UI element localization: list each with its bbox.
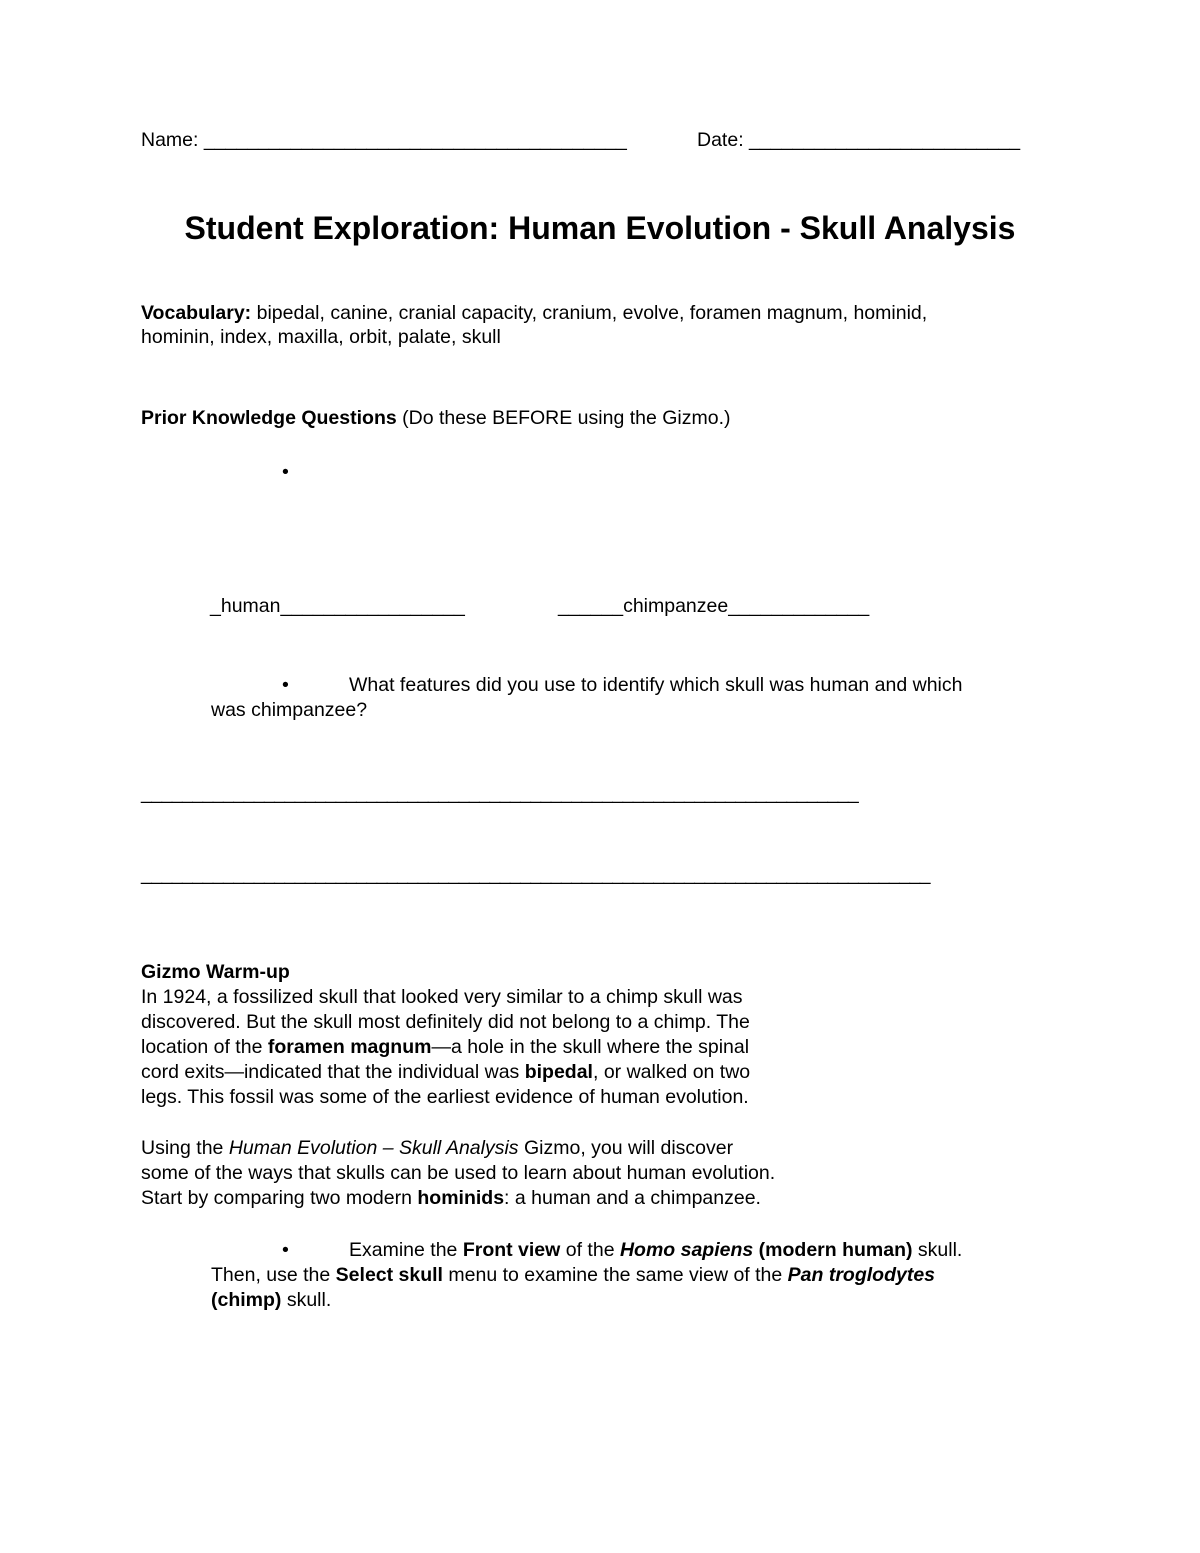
- homo-sapiens-term: Homo sapiens: [619, 1239, 754, 1261]
- vocabulary-label: Vocabulary:: [141, 302, 252, 324]
- bullet-icon: •: [282, 674, 289, 696]
- name-field-row: [141, 128, 627, 153]
- question-2-line-1: What features did you use to identify which skull was human and which: [349, 674, 963, 696]
- text-span: Gizmo, you will discover: [518, 1137, 734, 1159]
- date-label: Date:: [697, 129, 744, 151]
- gizmo-name: Human Evolution – Skull Analysis: [228, 1137, 519, 1159]
- text-span: Then, use the: [211, 1264, 336, 1286]
- text-span: location of the: [141, 1036, 268, 1058]
- text-span: Start by comparing two modern: [141, 1187, 418, 1209]
- date-field-row: [697, 128, 1020, 153]
- text-span: of the: [560, 1239, 620, 1261]
- name-label: Name:: [141, 129, 199, 151]
- prior-knowledge-note: (Do these BEFORE using the Gizmo.): [402, 407, 731, 429]
- vocabulary-line-2: hominin, index, maxilla, orbit, palate, skull: [141, 326, 501, 348]
- text-span: skull.: [281, 1289, 332, 1311]
- warmup-para1-line3: [141, 1035, 749, 1060]
- text-span: —a hole in the skull where the spinal: [431, 1036, 750, 1058]
- prior-knowledge-label: Prior Knowledge Questions: [141, 407, 397, 429]
- modern-human-term: (modern human): [753, 1239, 913, 1261]
- warmup-para2-line3: [141, 1186, 761, 1211]
- text-span: Using the: [141, 1137, 229, 1159]
- warmup-para1-line4: [141, 1060, 750, 1085]
- text-span: skull.: [912, 1239, 963, 1261]
- name-blank: _______________________________________: [203, 129, 627, 151]
- hominids-term: hominids: [417, 1187, 505, 1209]
- warmup-heading: Gizmo Warm-up: [141, 961, 290, 983]
- page-title: Student Exploration: Human Evolution - Skull Analysis: [184, 210, 1016, 246]
- bipedal-term: bipedal: [524, 1061, 593, 1083]
- pan-troglodytes-term: Pan troglodytes: [787, 1264, 936, 1286]
- text-span: , or walked on two: [592, 1061, 751, 1083]
- warmup-para1-line5: legs. This fossil was some of the earliest evidence of human evolution.: [141, 1086, 749, 1108]
- answer-line-1: ______________________________________________________________________: [141, 782, 859, 804]
- bullet-icon: •: [282, 461, 289, 483]
- chimp-answer-blank: ______chimpanzee_____________: [558, 595, 870, 617]
- warmup-para1-line2: discovered. But the skull most definitely did not belong to a chimp. The: [141, 1011, 750, 1033]
- warmup-para2-line1: [141, 1136, 733, 1161]
- bullet-icon: •: [282, 1239, 289, 1261]
- answer-line-2: _____________________________________________________________________________: [141, 863, 930, 885]
- foramen-magnum-term: foramen magnum: [267, 1036, 432, 1058]
- text-span: cord exits—indicated that the individual was: [141, 1061, 525, 1083]
- step1-line1: [349, 1238, 962, 1263]
- vocabulary-line-1: [141, 301, 927, 326]
- human-answer-blank: _human_________________: [210, 595, 465, 617]
- select-skull-term: Select skull: [335, 1264, 443, 1286]
- warmup-para2-line2: some of the ways that skulls can be used to learn about human evolution.: [141, 1162, 776, 1184]
- text-span: menu to examine the same view of the: [442, 1264, 788, 1286]
- date-blank: _________________________: [749, 129, 1021, 151]
- vocabulary-text-1: bipedal, canine, cranial capacity, cranium, evolve, foramen magnum, hominid,: [256, 302, 928, 324]
- step1-line3: [211, 1288, 331, 1313]
- front-view-term: Front view: [462, 1239, 561, 1261]
- chimp-term: (chimp): [211, 1289, 282, 1311]
- prior-knowledge-heading: [141, 406, 731, 431]
- step1-line2: [211, 1263, 935, 1288]
- question-2-line-2: was chimpanzee?: [211, 699, 368, 721]
- warmup-para1-line1: In 1924, a fossilized skull that looked very similar to a chimp skull was: [141, 986, 743, 1008]
- text-span: Examine the: [349, 1239, 463, 1261]
- text-span: : a human and a chimpanzee.: [504, 1187, 761, 1209]
